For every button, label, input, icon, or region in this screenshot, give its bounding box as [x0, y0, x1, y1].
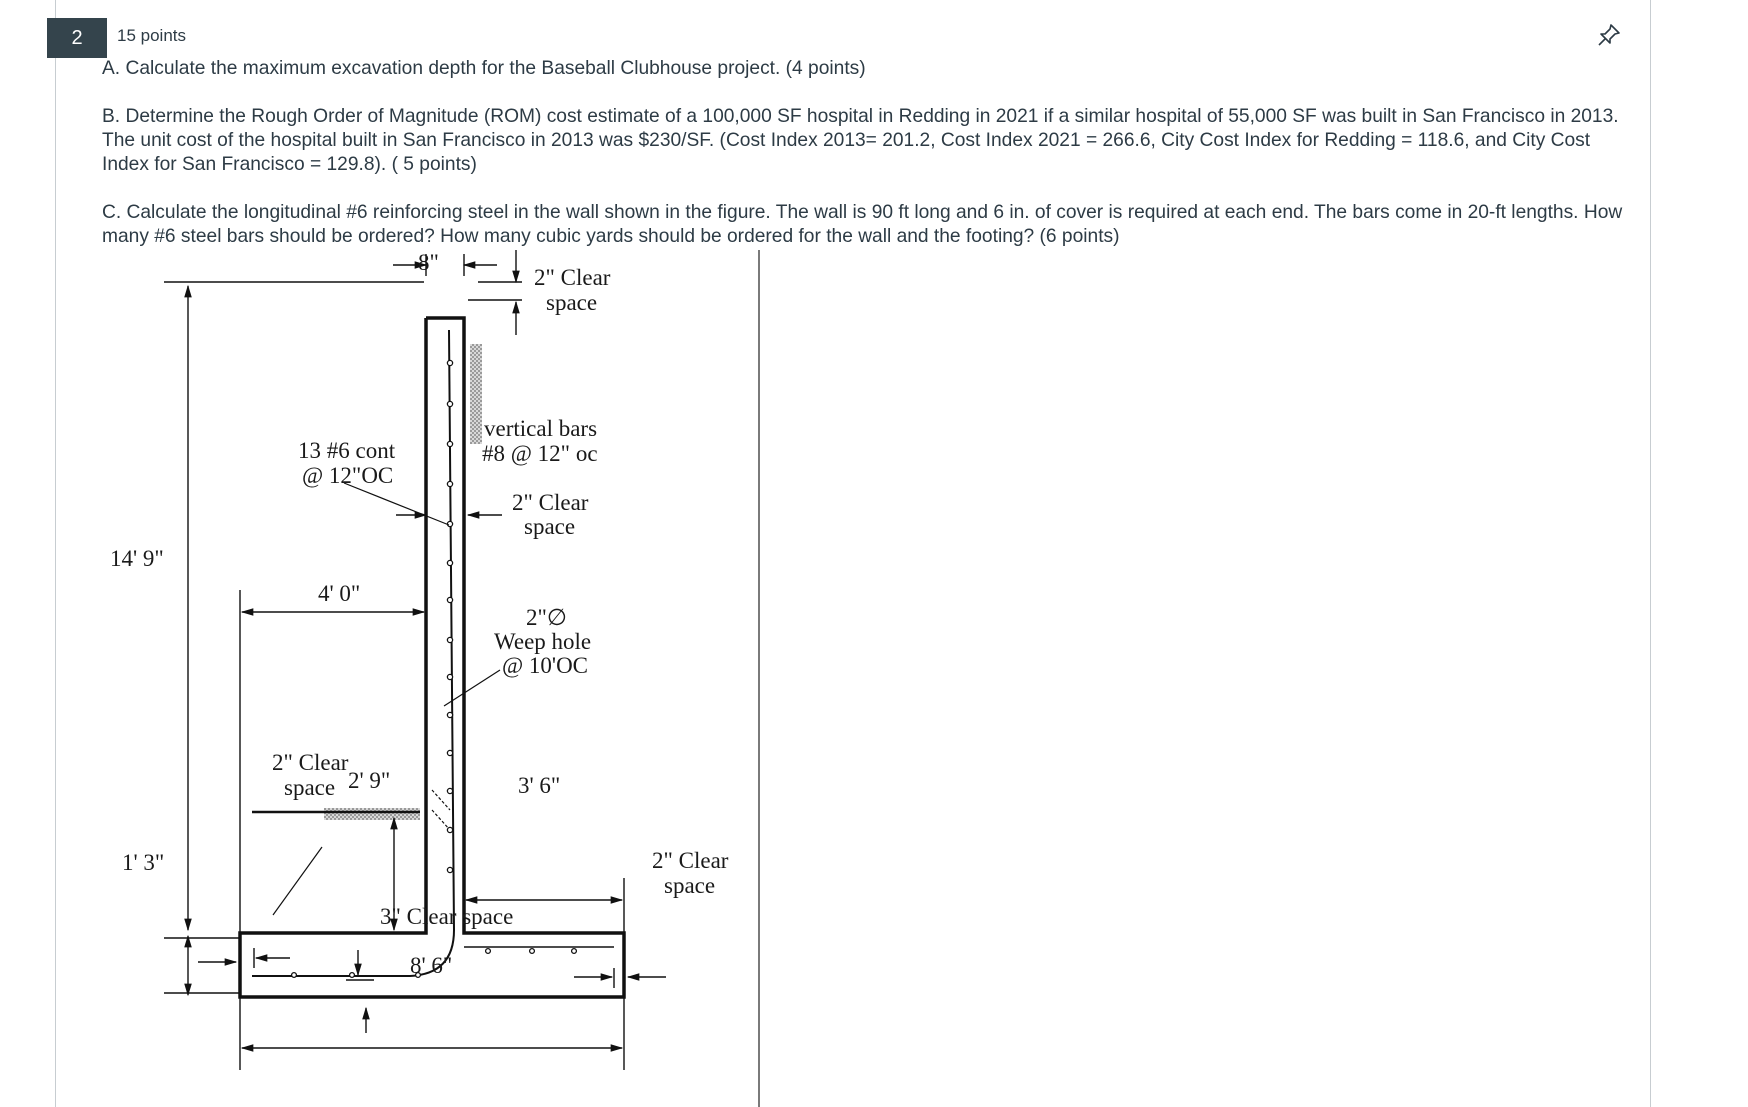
soil-hatch-front	[324, 808, 420, 820]
question-points: 15 points	[117, 26, 186, 45]
weep-label-1: 2"∅	[526, 605, 567, 630]
vertical-bars-label-2: #8 @ 12" oc	[482, 441, 598, 466]
stem-width-label: 8"	[418, 250, 439, 275]
base-width-label: 8' 6"	[410, 953, 453, 978]
footing-thickness-label: 1' 3"	[122, 850, 165, 875]
top-clear-label-1: 2" Clear	[534, 265, 611, 290]
soil-depth-label: 2' 9"	[348, 768, 391, 793]
long-bars-label-2: @ 12"OC	[302, 463, 394, 488]
toe-clear-label-2: space	[284, 775, 336, 800]
long-bars-label-1: 13 #6 cont	[298, 438, 396, 463]
soil-hatch-back	[470, 344, 482, 444]
weep-label-2: Weep hole	[494, 629, 592, 654]
right-clear-label-2: space	[664, 873, 716, 898]
question-number: 2	[47, 18, 107, 58]
total-height-label: 14' 9"	[110, 546, 164, 571]
toe-clear-label-1: 2" Clear	[272, 750, 349, 775]
mid-clear-label-1: 2" Clear	[512, 490, 589, 515]
part-a-text: A. Calculate the maximum excavation depth for the Baseball Clubhouse project. (4 points)	[102, 58, 866, 79]
mid-clear-label-2: space	[524, 514, 576, 539]
part-b-text: B. Determine the Rough Order of Magnitude (ROM) cost estimate of a 100,000 SF hospital in Redding in 2021 if a similar hospital of 55,000 SF was built in San Francisco in 2013. The unit cost of the hospital built in San Francisco in 2013 was $230/SF. (Cost Index 2013= 201.2, Cost Index 2021 = 266.6, City Cost Index for Redding = 118.6, and City Cost Index for San Francisco = 129.8). ( 5 points)	[102, 106, 1619, 175]
toe-length-label: 4' 0"	[318, 581, 361, 606]
bottom-clear-label: 3" Clear space	[380, 904, 514, 929]
top-clear-label-2: space	[546, 290, 598, 315]
vertical-rebar	[252, 330, 454, 976]
pin-icon[interactable]	[1596, 22, 1622, 48]
vertical-bars-label-1: vertical bars	[484, 416, 598, 441]
weep-label-3: @ 10'OC	[502, 653, 589, 678]
question-text	[102, 57, 1632, 249]
right-clear-label-1: 2" Clear	[652, 848, 729, 873]
part-c-text: C. Calculate the longitudinal #6 reinforcing steel in the wall shown in the figure. The wall is 90 ft long and 6 in. of cover is required at each end. The bars come in 20-ft lengths. How many #6 steel bars should be ordered? How many cubic yards should be ordered for the wall and the footing? (6 points)	[102, 202, 1623, 247]
heel-length-label: 3' 6"	[518, 773, 561, 798]
retaining-wall-figure	[102, 250, 760, 1107]
